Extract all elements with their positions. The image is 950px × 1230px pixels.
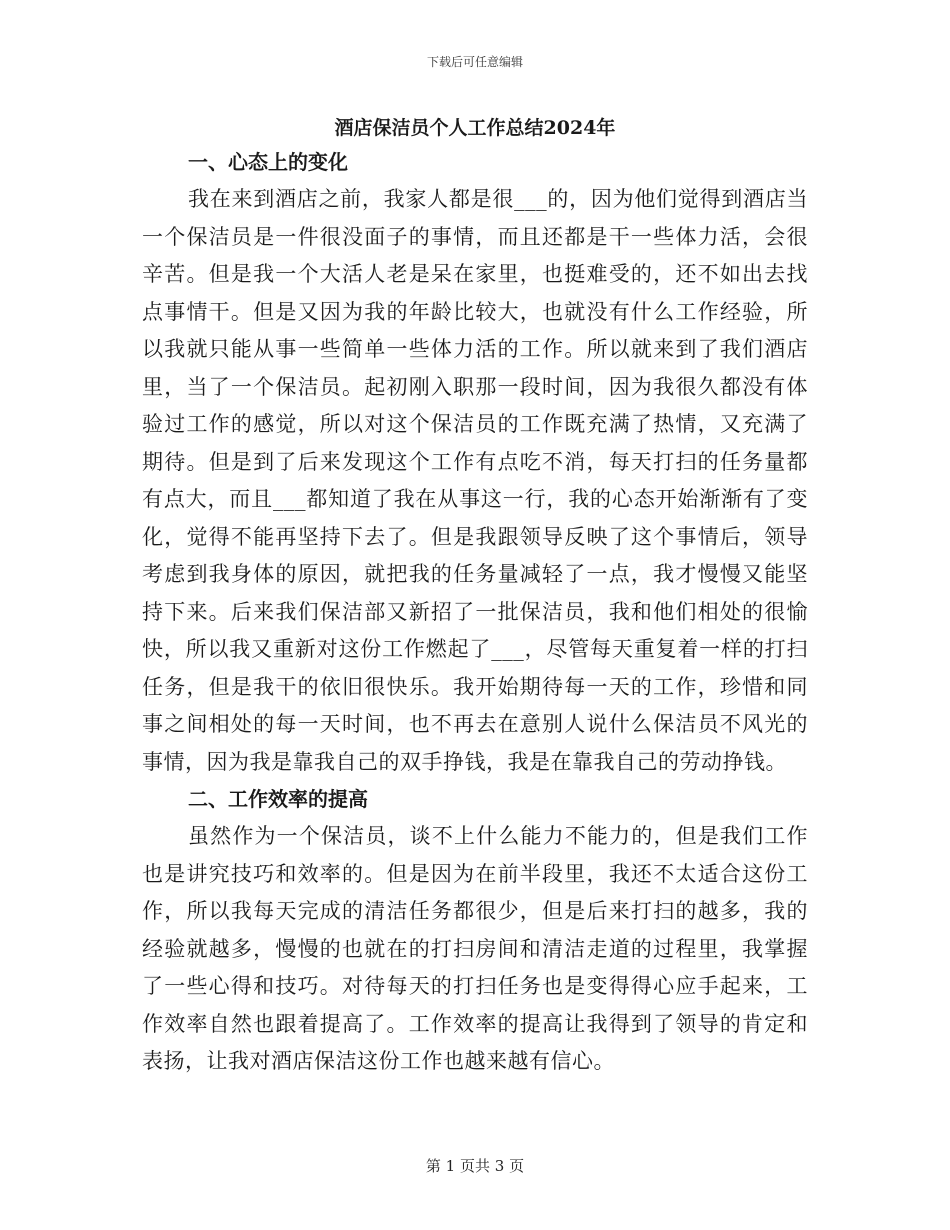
header-note: 下载后可任意编辑 <box>426 55 523 69</box>
document-body <box>142 144 808 1081</box>
section-heading-efficiency: 二、工作效率的提高 <box>188 787 368 811</box>
document-title: 酒店保洁员个人工作总结2024年 <box>334 117 616 139</box>
page-number: 第 1 页共 3 页 <box>425 1157 525 1175</box>
section-heading-mindset: 一、心态上的变化 <box>188 150 348 174</box>
section-paragraph-mindset: 我在来到酒店之前，我家人都是很___的，因为他们觉得到酒店当一个保洁员是一件很没面子的事情，而且还都是干一些体力活，会很辛苦。但是我一个大活人老是呆在家里，也挺难受的，还不如出去找点事情干。但是又因为我的年龄比较大，也就没有什么工作经验，所以我就只能从事一些简单一些体力活的工作。所以就来到了我们酒店里，当了一个保洁员。起初刚入职那一段时间，因为我很久都没有体验过工作的感觉，所以对这个保洁员的工作既充满了热情，又充满了期待。但是到了后来发现这个工作有点吃不消，每天打扫的任务量都有点大，而且___都知道了我在从事这一行，我的心态开始渐渐有了变化，觉得不能再坚持下去了。但是我跟领导反映了这个事情后，领导考虑到我身体的原因，就把我的任务量减轻了一点，我才慢慢又能坚持下来。后来我们保洁部又新招了一批保洁员，我和他们相处的很愉快，所以我又重新对这份工作燃起了___，尽管每天重复着一样的打扫任务，但是我干的依旧很快乐。我开始期待每一天的工作，珍惜和同事之间相处的每一天时间，也不再去在意别人说什么保洁员不风光的事情，因为我是靠我自己的双手挣钱，我是在靠我自己的劳动挣钱。 <box>142 187 808 774</box>
section-paragraph-efficiency: 虽然作为一个保洁员，谈不上什么能力不能力的，但是我们工作也是讲究技巧和效率的。但是因为在前半段里，我还不太适合这份工作，所以我每天完成的清洁任务都很少，但是后来打扫的越多，我的经验就越多，慢慢的也就在的打扫房间和清洁走道的过程里，我掌握了一些心得和技巧。对待每天的打扫任务也是变得得心应手起来，工作效率自然也跟着提高了。工作效率的提高让我得到了领导的肯定和表扬，让我对酒店保洁这份工作也越来越有信心。 <box>142 824 808 1073</box>
